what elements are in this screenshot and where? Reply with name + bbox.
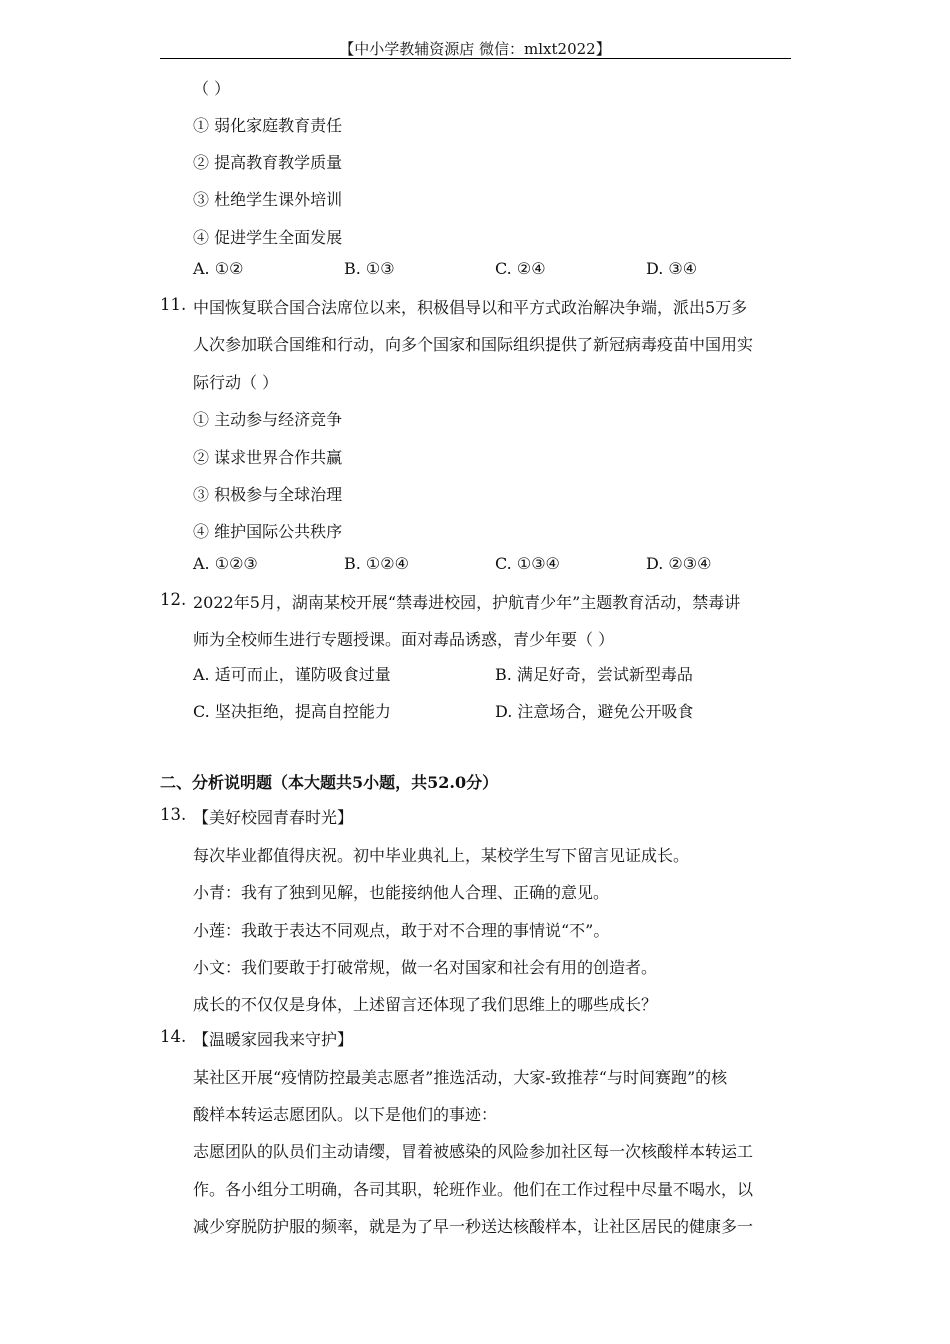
- q11-option-c: C. ①③④: [495, 554, 560, 573]
- q14-title: 【温暖家园我来守护】: [193, 1030, 354, 1049]
- q13-line-2: 小青：我有了独到见解，也能接纳他人合理、正确的意见。: [193, 883, 610, 902]
- q13-line-3: 小莲：我敢于表达不同观点，敢于对不合理的事情说“不”。: [193, 921, 610, 940]
- q10-item-2: ② 提高教育教学质量: [193, 153, 343, 172]
- q11-number: 11.: [160, 295, 187, 314]
- q11-option-b: B. ①②④: [344, 554, 409, 573]
- q13-line-4: 小文：我们要敢于打破常规，做一名对国家和社会有用的创造者。: [193, 958, 658, 977]
- q10-option-a: A. ①②: [193, 259, 244, 278]
- q10-option-b: B. ①③: [344, 259, 395, 278]
- q11-option-d: D. ②③④: [646, 554, 712, 573]
- q13-line-1: 每次毕业都值得庆祝。初中毕业典礼上，某校学生写下留言见证成长。: [193, 846, 690, 865]
- page-header: 【中小学教辅资源店 微信：mlxt2022】: [339, 40, 611, 58]
- header-rule: [160, 58, 791, 59]
- q14-line-3: 志愿团队的队员们主动请缨，冒着被感染的风险参加社区每一次核酸样本转运工: [193, 1142, 754, 1161]
- q11-line-3: 际行动（ ）: [193, 373, 279, 392]
- q14-line-2: 酸样本转运志愿团队。以下是他们的事迹：: [193, 1105, 498, 1124]
- q10-item-1: ① 弱化家庭教育责任: [193, 116, 343, 135]
- q12-number: 12.: [160, 590, 187, 609]
- q12-option-a: A. 适可而止，谨防吸食过量: [193, 665, 391, 684]
- q14-line-5: 减少穿脱防护服的频率，就是为了早一秒送达核酸样本，让社区居民的健康多一: [193, 1217, 754, 1236]
- q11-item-1: ① 主动参与经济竞争: [193, 410, 343, 429]
- q11-item-4: ④ 维护国际公共秩序: [193, 522, 343, 541]
- section-2-title: 二、分析说明题（本大题共5小题，共52.0分）: [160, 773, 499, 792]
- q12-option-d: D. 注意场合，避免公开吸食: [495, 702, 694, 721]
- q11-item-3: ③ 积极参与全球治理: [193, 485, 343, 504]
- q10-stem-tail: （ ）: [193, 79, 231, 98]
- q11-option-a: A. ①②③: [193, 554, 258, 573]
- q13-line-5: 成长的不仅仅是身体，上述留言还体现了我们思维上的哪些成长？: [193, 995, 658, 1014]
- q12-option-b: B. 满足好奇，尝试新型毒品: [495, 665, 693, 684]
- q10-option-c: C. ②④: [495, 259, 546, 278]
- q14-line-4: 作。各小组分工明确，各司其职，轮班作业。他们在工作过程中尽量不喝水，以: [193, 1180, 754, 1199]
- q10-item-3: ③ 杜绝学生课外培训: [193, 190, 343, 209]
- q12-line-1: 2022年5月，湖南某校开展“禁毒进校园，护航青少年”主题教育活动，禁毒讲: [193, 593, 741, 612]
- q10-option-d: D. ③④: [646, 259, 698, 278]
- q14-line-1: 某社区开展“疫情防控最美志愿者”推选活动，大家-致推荐“与时间赛跑”的核: [193, 1068, 728, 1087]
- q11-item-2: ② 谋求世界合作共赢: [193, 448, 343, 467]
- q13-title: 【美好校园青春时光】: [193, 808, 354, 827]
- q13-number: 13.: [160, 805, 187, 824]
- q12-line-2: 师为全校师生进行专题授课。面对毒品诱惑，青少年要（ ）: [193, 630, 615, 649]
- q11-line-1: 中国恢复联合国合法席位以来，积极倡导以和平方式政治解决争端，派出5万多: [193, 298, 748, 317]
- q11-line-2: 人次参加联合国维和行动，向多个国家和国际组织提供了新冠病毒疫苗中国用实: [193, 335, 754, 354]
- q10-item-4: ④ 促进学生全面发展: [193, 228, 343, 247]
- q14-number: 14.: [160, 1027, 187, 1046]
- q12-option-c: C. 坚决拒绝，提高自控能力: [193, 702, 391, 721]
